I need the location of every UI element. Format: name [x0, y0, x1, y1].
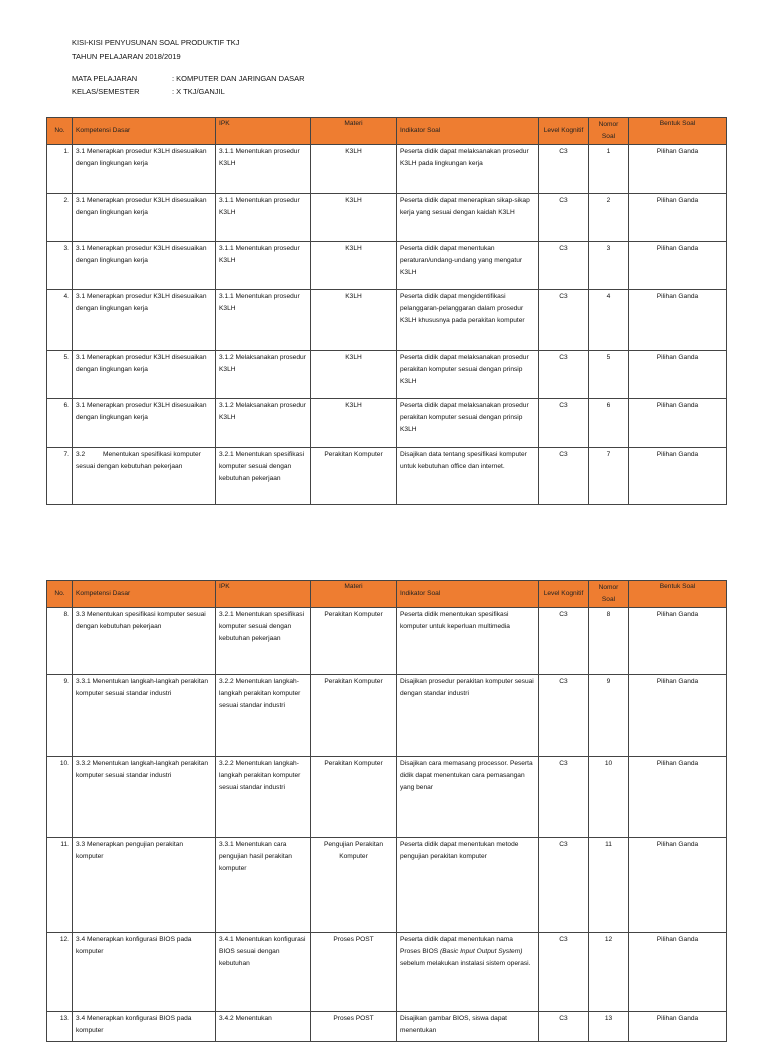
- cell-kd: 3.1 Menerapkan prosedur K3LH disesuaikan dengan lingkungan kerja: [73, 145, 216, 194]
- table-row: [47, 838, 727, 933]
- cell-no: 12.: [47, 933, 73, 1012]
- cell-no: 3.: [47, 242, 73, 290]
- cell-kd: [73, 608, 216, 675]
- kd-text: Menentukan spesifikasi komputer sesuai dengan kebutuhan pekerjaan: [76, 611, 206, 630]
- cell-no: 11.: [47, 838, 73, 933]
- cell-indikator: Peserta didik dapat melaksanakan prosedur K3LH pada lingkungan kerja: [397, 145, 539, 194]
- indikator-text: Peserta didik dapat menentukan nama Proses BIOS: [400, 936, 513, 955]
- ipk-text: Menentukan cara pengujian hasil perakitan komputer: [219, 841, 292, 872]
- cell-ipk: 3.2.2 Menentukan langkah-langkah perakitan komputer sesuai standar industri: [216, 675, 311, 757]
- ipk-number: 3.4.1: [219, 936, 234, 943]
- cell-bentuk: Pilihan Ganda: [629, 675, 727, 757]
- cell-level: C3: [539, 675, 589, 757]
- cell-ipk: 3.1.1 Menentukan prosedur K3LH: [216, 290, 311, 351]
- cell-bentuk: Pilihan Ganda: [629, 145, 727, 194]
- cell-materi: K3LH: [311, 399, 397, 448]
- cell-kd: [73, 448, 216, 505]
- cell-nomor: 4: [589, 290, 629, 351]
- cell-nomor: 2: [589, 194, 629, 242]
- table-row: [47, 290, 727, 351]
- cell-no: 9.: [47, 675, 73, 757]
- cell-bentuk: Pilihan Ganda: [629, 351, 727, 399]
- table-header-row: [47, 118, 727, 145]
- cell-bentuk: Pilihan Ganda: [629, 1012, 727, 1042]
- cell-ipk: 3.1.2 Melaksanakan prosedur K3LH: [216, 351, 311, 399]
- cell-bentuk: Pilihan Ganda: [629, 757, 727, 838]
- col-indikator-soal: Indikator Soal: [397, 581, 539, 608]
- cell-bentuk: Pilihan Ganda: [629, 399, 727, 448]
- cell-no: 4.: [47, 290, 73, 351]
- cell-indikator: Peserta didik dapat mengidentifikasi pelanggaran-pelanggaran dalam prosedur K3LH khususnya pada perakitan komputer: [397, 290, 539, 351]
- cell-nomor: 6: [589, 399, 629, 448]
- cell-no: 5.: [47, 351, 73, 399]
- cell-level: C3: [539, 399, 589, 448]
- cell-materi: Perakitan Komputer: [311, 448, 397, 505]
- cell-nomor: 13: [589, 1012, 629, 1042]
- cell-nomor: 10: [589, 757, 629, 838]
- kd-text: Menentukan langkah-langkah perakitan komputer sesuai standar industri: [76, 678, 208, 697]
- cell-indikator: Disajikan prosedur perakitan komputer sesuai dengan standar industri: [397, 675, 539, 757]
- cell-materi: K3LH: [311, 145, 397, 194]
- cell-level: C3: [539, 757, 589, 838]
- subject-value: : KOMPUTER DAN JARINGAN DASAR: [172, 74, 305, 83]
- cell-level: C3: [539, 608, 589, 675]
- cell-nomor: 12: [589, 933, 629, 1012]
- cell-ipk: 3.1.1 Menentukan prosedur K3LH: [216, 145, 311, 194]
- cell-nomor: 11: [589, 838, 629, 933]
- cell-materi: Perakitan Komputer: [311, 675, 397, 757]
- cell-ipk: [216, 838, 311, 933]
- cell-kd: 3.1 Menerapkan prosedur K3LH disesuaikan dengan lingkungan kerja: [73, 290, 216, 351]
- col-nomor-soal: Nomor Soal: [589, 118, 629, 145]
- col-nomor-soal: Nomor Soal: [589, 581, 629, 608]
- cell-bentuk: Pilihan Ganda: [629, 608, 727, 675]
- cell-level: C3: [539, 448, 589, 505]
- kd-text: Menentukan langkah-langkah perakitan komputer sesuai standar industri: [76, 760, 208, 779]
- cell-kd: 3.1 Menerapkan prosedur K3LH disesuaikan dengan lingkungan kerja: [73, 194, 216, 242]
- col-kompetensi-dasar: Kompetensi Dasar: [73, 118, 216, 145]
- kd-number: 3.3: [76, 611, 86, 618]
- cell-materi: K3LH: [311, 242, 397, 290]
- ipk-text: Menentukan: [235, 1015, 272, 1022]
- cell-materi: Pengujian Perakitan Komputer: [311, 838, 397, 933]
- table-row: [47, 399, 727, 448]
- col-kompetensi-dasar: Kompetensi Dasar: [73, 581, 216, 608]
- col-no: No.: [47, 118, 73, 145]
- class-key: KELAS/SEMESTER: [72, 87, 140, 96]
- cell-no: 6.: [47, 399, 73, 448]
- cell-indikator: Peserta didik dapat menentukan metode pengujian perakitan komputer: [397, 838, 539, 933]
- cell-nomor: 3: [589, 242, 629, 290]
- cell-materi: Perakitan Komputer: [311, 608, 397, 675]
- document-title: KISI-KISI PENYUSUNAN SOAL PRODUKTIF TKJ: [72, 38, 240, 47]
- cell-materi: Proses POST: [311, 1012, 397, 1042]
- col-materi: Materi: [311, 118, 397, 145]
- table-row: [47, 933, 727, 1012]
- cell-bentuk: Pilihan Ganda: [629, 242, 727, 290]
- cell-kd: 3.1 Menerapkan prosedur K3LH disesuaikan dengan lingkungan kerja: [73, 351, 216, 399]
- cell-indikator: Peserta didik dapat menentukan peraturan/undang-undang yang mengatur K3LH: [397, 242, 539, 290]
- cell-nomor: 9: [589, 675, 629, 757]
- cell-indikator: Disajikan data tentang spesifikasi komputer untuk kebutuhan office dan internet.: [397, 448, 539, 505]
- cell-bentuk: Pilihan Ganda: [629, 933, 727, 1012]
- cell-indikator: Disajikan gambar BIOS, siswa dapat menentukan: [397, 1012, 539, 1042]
- class-line: [72, 87, 225, 97]
- indikator-italic: (Basic Input Output System): [439, 948, 523, 955]
- cell-ipk: 3.1.1 Menentukan prosedur K3LH: [216, 194, 311, 242]
- col-bentuk-soal: Bentuk Soal: [629, 118, 727, 145]
- cell-nomor: 7: [589, 448, 629, 505]
- cell-nomor: 8: [589, 608, 629, 675]
- cell-ipk: [216, 1012, 311, 1042]
- cell-nomor: 5: [589, 351, 629, 399]
- cell-level: C3: [539, 933, 589, 1012]
- cell-level: C3: [539, 838, 589, 933]
- col-level-kognitif: Level Kognitif: [539, 118, 589, 145]
- indikator-text: sebelum melakukan instalasi sistem operasi.: [400, 960, 531, 967]
- kisi-table-2: [46, 580, 727, 1042]
- cell-no: 7.: [47, 448, 73, 505]
- col-no: No.: [47, 581, 73, 608]
- table-row: [47, 608, 727, 675]
- ipk-number: 3.4.2: [219, 1015, 234, 1022]
- ipk-number: 3.3.1: [219, 841, 234, 848]
- document-year: TAHUN PELAJARAN 2018/2019: [72, 52, 181, 61]
- ipk-text: Menentukan konfigurasi BIOS sesuai dengan kebutuhan: [219, 936, 306, 967]
- table-row: [47, 448, 727, 505]
- col-level-kognitif: Level Kognitif: [539, 581, 589, 608]
- kd-number: 3.2: [76, 451, 86, 458]
- cell-indikator: Peserta didik menentukan spesifikasi komputer untuk keperluan multimedia: [397, 608, 539, 675]
- cell-indikator: Peserta didik dapat melaksanakan prosedur perakitan komputer sesuai dengan prinsip K3LH: [397, 351, 539, 399]
- table-row: [47, 194, 727, 242]
- kd-number: 3.3.2: [76, 760, 91, 767]
- cell-ipk: [216, 933, 311, 1012]
- cell-no: 8.: [47, 608, 73, 675]
- cell-indikator: [397, 933, 539, 1012]
- cell-kd: 3.1 Menerapkan prosedur K3LH disesuaikan dengan lingkungan kerja: [73, 399, 216, 448]
- cell-indikator: Peserta didik dapat menerapkan sikap-sikap kerja yang sesuai dengan kaidah K3LH: [397, 194, 539, 242]
- cell-level: C3: [539, 351, 589, 399]
- cell-level: C3: [539, 242, 589, 290]
- cell-ipk: 3.2.1 Menentukan spesifikasi komputer sesuai dengan kebutuhan pekerjaan: [216, 448, 311, 505]
- cell-no: 2.: [47, 194, 73, 242]
- cell-materi: Perakitan Komputer: [311, 757, 397, 838]
- cell-indikator: Disajikan cara memasang processor. Peserta didik dapat menentukan cara pemasangan yang benar: [397, 757, 539, 838]
- class-value: : X TKJ/GANJIL: [172, 87, 225, 96]
- kd-text: Menentukan spesifikasi komputer sesuai dengan kebutuhan pekerjaan: [76, 451, 201, 470]
- table-row: [47, 757, 727, 838]
- cell-ipk: 3.2.1 Menentukan spesifikasi komputer sesuai dengan kebutuhan pekerjaan: [216, 608, 311, 675]
- cell-level: C3: [539, 194, 589, 242]
- col-ipk: IPK: [216, 118, 311, 145]
- cell-bentuk: Pilihan Ganda: [629, 448, 727, 505]
- cell-materi: K3LH: [311, 290, 397, 351]
- cell-materi: K3LH: [311, 351, 397, 399]
- kisi-table-1: [46, 117, 727, 505]
- cell-no: 1.: [47, 145, 73, 194]
- cell-kd: 3.3 Menerapkan pengujian perakitan komputer: [73, 838, 216, 933]
- table-row: [47, 145, 727, 194]
- table-row: [47, 675, 727, 757]
- cell-bentuk: Pilihan Ganda: [629, 838, 727, 933]
- col-materi: Materi: [311, 581, 397, 608]
- subject-line: [72, 74, 305, 84]
- cell-ipk: 3.2.2 Menentukan langkah-langkah perakitan komputer sesuai standar industri: [216, 757, 311, 838]
- cell-kd: [73, 675, 216, 757]
- table-row: [47, 242, 727, 290]
- cell-kd: 3.1 Menerapkan prosedur K3LH disesuaikan dengan lingkungan kerja: [73, 242, 216, 290]
- cell-bentuk: Pilihan Ganda: [629, 194, 727, 242]
- table-header-row: [47, 581, 727, 608]
- cell-level: C3: [539, 290, 589, 351]
- col-bentuk-soal: Bentuk Soal: [629, 581, 727, 608]
- cell-level: C3: [539, 1012, 589, 1042]
- cell-kd: [73, 757, 216, 838]
- cell-kd: 3.4 Menerapkan konfigurasi BIOS pada komputer: [73, 933, 216, 1012]
- cell-ipk: 3.1.1 Menentukan prosedur K3LH: [216, 242, 311, 290]
- cell-no: 13.: [47, 1012, 73, 1042]
- table-row: [47, 1012, 727, 1042]
- table-row: [47, 351, 727, 399]
- col-ipk: IPK: [216, 581, 311, 608]
- cell-materi: K3LH: [311, 194, 397, 242]
- cell-level: C3: [539, 145, 589, 194]
- cell-materi: Proses POST: [311, 933, 397, 1012]
- cell-indikator: Peserta didik dapat melaksanakan prosedur perakitan komputer sesuai dengan prinsip K3LH: [397, 399, 539, 448]
- subject-key: MATA PELAJARAN: [72, 74, 138, 83]
- col-indikator-soal: Indikator Soal: [397, 118, 539, 145]
- cell-kd: 3.4 Menerapkan konfigurasi BIOS pada komputer: [73, 1012, 216, 1042]
- kd-number: 3.3.1: [76, 678, 91, 685]
- cell-ipk: 3.1.2 Melaksanakan prosedur K3LH: [216, 399, 311, 448]
- cell-no: 10.: [47, 757, 73, 838]
- cell-bentuk: Pilihan Ganda: [629, 290, 727, 351]
- cell-nomor: 1: [589, 145, 629, 194]
